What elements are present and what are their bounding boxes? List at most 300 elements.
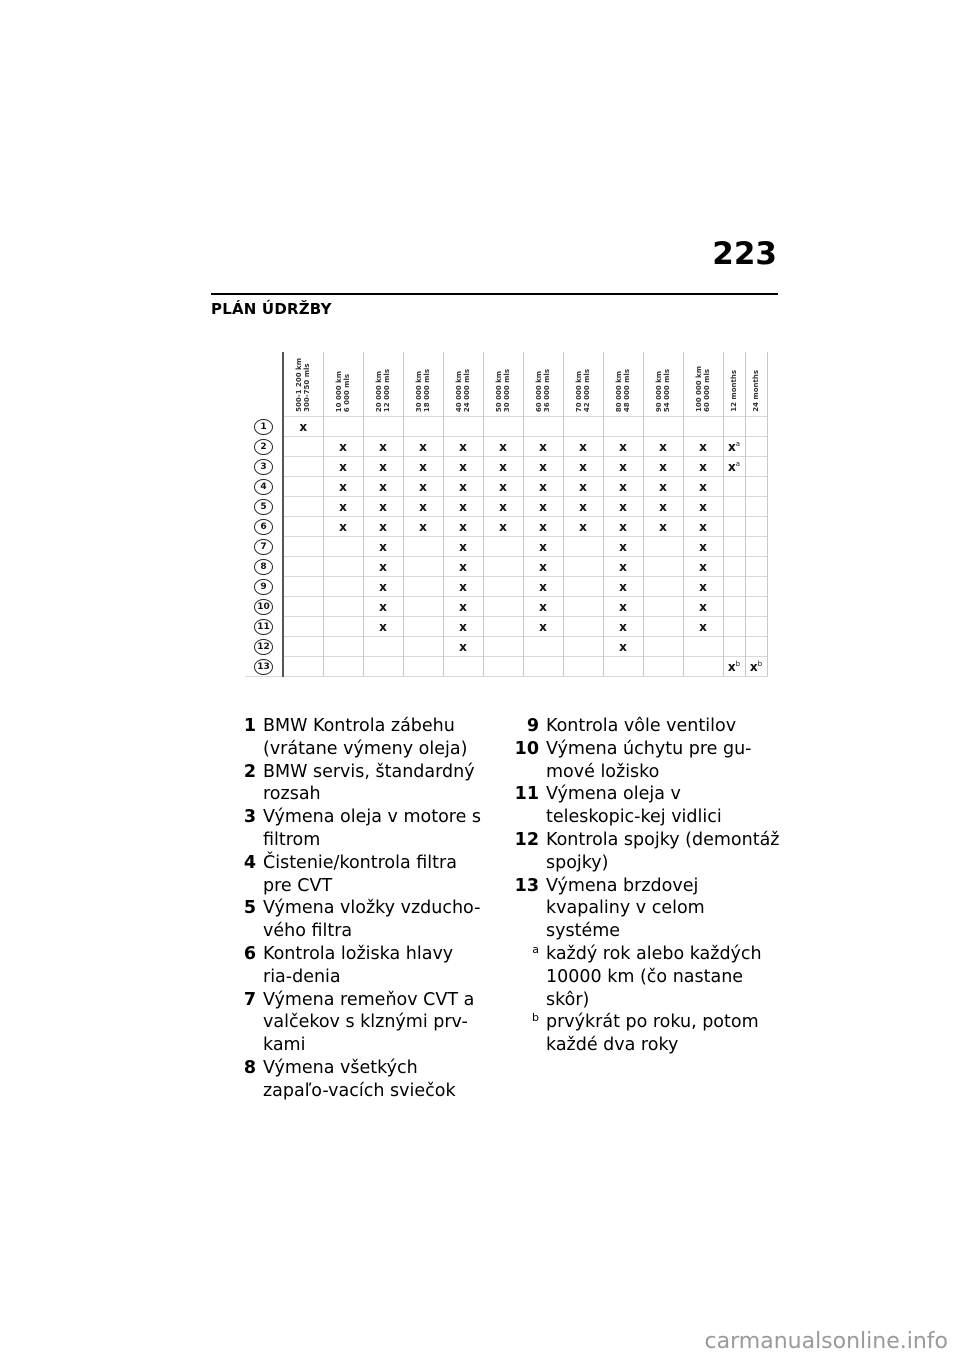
schedule-cell (745, 537, 767, 557)
schedule-mark: x (619, 479, 627, 494)
schedule-mark: x (379, 599, 387, 614)
schedule-mark: x (539, 599, 547, 614)
schedule-mark: x (539, 459, 547, 474)
schedule-cell (283, 517, 323, 537)
schedule-cell (363, 477, 403, 497)
schedule-mark: x (539, 439, 547, 454)
schedule-mark: x (459, 439, 467, 454)
schedule-cell (483, 497, 523, 517)
schedule-mark: x (659, 459, 667, 474)
schedule-cell (403, 537, 443, 557)
schedule-cell (745, 597, 767, 617)
legend-item (505, 875, 780, 943)
schedule-cell (745, 557, 767, 577)
schedule-mark: x (379, 439, 387, 454)
schedule-cell (283, 657, 323, 677)
schedule-cell (683, 457, 723, 477)
schedule-mark: x (579, 479, 587, 494)
schedule-mark: x (659, 479, 667, 494)
schedule-cell (283, 477, 323, 497)
page-number: 223 (712, 236, 777, 272)
schedule-mark: x (659, 519, 667, 534)
table-row (245, 537, 767, 557)
table-row (245, 517, 767, 537)
schedule-cell (323, 657, 363, 677)
schedule-cell (563, 457, 603, 477)
schedule-cell (723, 617, 745, 637)
legend-key: 5 (243, 898, 256, 919)
column-header (323, 352, 363, 417)
schedule-mark: x (619, 599, 627, 614)
table-row (245, 497, 767, 517)
schedule-cell (443, 557, 483, 577)
schedule-mark: x (539, 559, 547, 574)
row-number-cell (245, 457, 283, 477)
schedule-mark: x (339, 499, 347, 514)
column-header (643, 352, 683, 417)
legend-item (222, 806, 482, 852)
legend-key: 4 (243, 852, 256, 873)
row-number-cell (245, 657, 283, 677)
column-header-label: 80 000 km 48 000 mls (615, 368, 631, 412)
schedule-mark: x (619, 499, 627, 514)
schedule-cell (563, 597, 603, 617)
schedule-cell (643, 517, 683, 537)
schedule-cell (723, 457, 745, 477)
schedule-cell (403, 517, 443, 537)
schedule-mark: x (579, 499, 587, 514)
column-header-label: 10 000 km 6 000 mls (335, 370, 351, 412)
schedule-mark: $x^a$ (727, 439, 741, 454)
schedule-cell (523, 577, 563, 597)
row-number-cell (245, 477, 283, 497)
schedule-cell (643, 557, 683, 577)
schedule-cell (323, 437, 363, 457)
legend-text: Kontrola ložiska hlavy ria-denia (263, 943, 454, 987)
schedule-cell (523, 637, 563, 657)
row-number-badge: 8 (254, 559, 273, 575)
header-corner (245, 352, 283, 417)
schedule-cell (323, 477, 363, 497)
schedule-mark: x (659, 439, 667, 454)
row-number-cell (245, 517, 283, 537)
schedule-mark: x (619, 559, 627, 574)
schedule-cell (403, 417, 443, 437)
schedule-cell (483, 417, 523, 437)
table-row (245, 577, 767, 597)
legend-key: 13 (514, 875, 539, 896)
schedule-cell (403, 637, 443, 657)
schedule-mark: x (499, 459, 507, 474)
section-title: PLÁN ÚDRŽBY (211, 300, 332, 318)
schedule-cell (363, 617, 403, 637)
legend-text: Čistenie/kontrola filtra pre CVT (263, 852, 457, 896)
schedule-cell (443, 477, 483, 497)
schedule-cell (643, 637, 683, 657)
row-number-badge: 5 (254, 499, 273, 515)
schedule-mark: x (379, 539, 387, 554)
schedule-cell (683, 417, 723, 437)
schedule-cell (483, 457, 523, 477)
schedule-cell (745, 637, 767, 657)
legend-key: 6 (243, 943, 256, 964)
schedule-cell (563, 417, 603, 437)
schedule-mark: x (619, 639, 627, 654)
schedule-mark: x (419, 519, 427, 534)
schedule-cell (363, 517, 403, 537)
schedule-mark: x (379, 559, 387, 574)
column-header-label: 30 000 km 18 000 mls (415, 368, 431, 412)
schedule-cell (363, 457, 403, 477)
footnote-marker: b (757, 659, 763, 668)
schedule-cell (563, 637, 603, 657)
schedule-mark: x (659, 499, 667, 514)
schedule-cell (323, 597, 363, 617)
schedule-cell (683, 617, 723, 637)
schedule-cell (483, 517, 523, 537)
schedule-cell (563, 517, 603, 537)
schedule-cell (523, 597, 563, 617)
schedule-mark: x (619, 459, 627, 474)
schedule-cell (523, 657, 563, 677)
legend-key: 9 (526, 716, 539, 736)
schedule-cell (283, 557, 323, 577)
schedule-cell (363, 497, 403, 517)
schedule-cell (363, 597, 403, 617)
schedule-cell (563, 577, 603, 597)
column-header-label: 50 000 km 30 000 mls (495, 368, 511, 412)
schedule-mark: x (619, 619, 627, 634)
column-header-label: 100 000 km 60 000 mls (695, 365, 711, 412)
schedule-cell (403, 557, 443, 577)
column-header (283, 352, 323, 417)
row-number-cell (245, 577, 283, 597)
schedule-cell (283, 417, 323, 437)
schedule-cell (403, 657, 443, 677)
schedule-mark: x (699, 559, 707, 574)
schedule-cell (363, 417, 403, 437)
schedule-cell (603, 577, 643, 597)
legend-key: 10 (514, 738, 539, 759)
table-row (245, 437, 767, 457)
schedule-cell (523, 517, 563, 537)
schedule-cell (443, 417, 483, 437)
schedule-mark: x (339, 459, 347, 474)
table-row (245, 617, 767, 637)
schedule-cell (723, 657, 745, 677)
schedule-cell (683, 437, 723, 457)
legend-key: 8 (243, 1057, 256, 1078)
schedule-cell (643, 577, 683, 597)
schedule-cell (643, 417, 683, 437)
schedule-cell (723, 497, 745, 517)
schedule-cell (643, 597, 683, 617)
row-number-badge: 7 (254, 539, 273, 555)
schedule-mark: x (419, 459, 427, 474)
schedule-cell (443, 537, 483, 557)
legend-item (505, 829, 780, 875)
schedule-cell (323, 617, 363, 637)
row-number-badge: 11 (254, 619, 273, 635)
schedule-mark: x (699, 539, 707, 554)
row-number-cell (245, 617, 283, 637)
row-number-badge: 9 (254, 579, 273, 595)
schedule-mark: x (699, 599, 707, 614)
schedule-cell (603, 637, 643, 657)
schedule-cell (745, 497, 767, 517)
legend-text: Výmena oleja v motore s filtrom (263, 807, 482, 850)
maintenance-schedule-table (245, 352, 765, 686)
legend-left (222, 715, 482, 1103)
column-header-label: 12 months (730, 370, 738, 412)
schedule-cell (683, 537, 723, 557)
schedule-cell (483, 537, 523, 557)
column-header (403, 352, 443, 417)
schedule-mark: x (459, 519, 467, 534)
schedule-mark: x (299, 419, 308, 434)
schedule-cell (563, 477, 603, 497)
schedule-mark: x (379, 459, 387, 474)
row-number-badge: 1 (254, 419, 273, 435)
legend-item (505, 738, 780, 784)
schedule-cell (723, 517, 745, 537)
schedule-mark: x (699, 499, 707, 514)
schedule-cell (363, 437, 403, 457)
schedule-cell (643, 437, 683, 457)
footnote-marker: a (735, 459, 741, 468)
row-number-cell (245, 637, 283, 657)
schedule-cell (283, 577, 323, 597)
row-number-badge: 2 (254, 439, 273, 455)
watermark: carmanualsonline.info (704, 1329, 948, 1354)
table-row (245, 557, 767, 577)
schedule-cell (745, 577, 767, 597)
schedule-mark: x (499, 519, 507, 534)
schedule-cell (483, 437, 523, 457)
schedule-cell (443, 657, 483, 677)
legend-key: 12 (514, 829, 539, 850)
schedule-mark: x (539, 539, 547, 554)
legend-item (222, 989, 482, 1057)
schedule-mark: x (459, 639, 467, 654)
schedule-cell (403, 437, 443, 457)
schedule-cell (283, 597, 323, 617)
schedule-cell (563, 437, 603, 457)
schedule-cell (723, 417, 745, 437)
legend-text: BMW servis, štandardný rozsah (263, 761, 475, 805)
table-row (245, 637, 767, 657)
schedule-cell (323, 517, 363, 537)
header-rule (211, 293, 778, 295)
schedule-cell (523, 437, 563, 457)
schedule-cell (643, 497, 683, 517)
schedule-cell (523, 557, 563, 577)
footnote-marker: b (735, 659, 741, 668)
schedule-cell (563, 497, 603, 517)
schedule-cell (443, 577, 483, 597)
schedule-cell (323, 417, 363, 437)
row-number-cell (245, 417, 283, 437)
schedule-cell (443, 517, 483, 537)
schedule-cell (523, 497, 563, 517)
schedule-cell (323, 497, 363, 517)
legend-text: Výmena remeňov CVT a valčekov s klznými prv-kami (263, 989, 475, 1056)
schedule-cell (363, 537, 403, 557)
schedule-cell (523, 457, 563, 477)
schedule-cell (323, 557, 363, 577)
column-header (683, 352, 723, 417)
column-header (523, 352, 563, 417)
legend-item (505, 715, 780, 738)
schedule-cell (603, 517, 643, 537)
schedule-cell (723, 557, 745, 577)
schedule-cell (403, 597, 443, 617)
row-number-badge: 4 (254, 479, 273, 495)
column-header (745, 352, 767, 417)
legend-text: Výmena vložky vzducho-vého filtra (263, 898, 481, 942)
schedule-cell (643, 657, 683, 677)
schedule-cell (363, 577, 403, 597)
schedule-mark: x (459, 599, 467, 614)
schedule-cell (523, 417, 563, 437)
schedule-mark: x (339, 479, 347, 494)
schedule-cell (723, 597, 745, 617)
schedule-cell (443, 637, 483, 657)
legend-key: 11 (514, 784, 539, 805)
schedule-cell (723, 537, 745, 557)
schedule-mark: x (699, 519, 707, 534)
schedule-mark: x (699, 459, 707, 474)
table-row (245, 477, 767, 497)
schedule-cell (283, 617, 323, 637)
schedule-cell (523, 537, 563, 557)
schedule-cell (483, 477, 523, 497)
legend-key: 7 (243, 989, 256, 1010)
column-header (363, 352, 403, 417)
schedule-mark: x (379, 479, 387, 494)
schedule-cell (603, 557, 643, 577)
schedule-mark: x (579, 439, 587, 454)
schedule-cell (403, 617, 443, 637)
legend-text: Výmena brzdovej kvapaliny v celom systéme (546, 875, 705, 942)
column-header-label: 24 months (752, 370, 760, 412)
row-number-cell (245, 537, 283, 557)
schedule-cell (723, 437, 745, 457)
schedule-cell (683, 497, 723, 517)
schedule-cell (483, 597, 523, 617)
schedule-cell (683, 577, 723, 597)
schedule-cell (683, 557, 723, 577)
legend-item (505, 943, 780, 1011)
schedule-cell (643, 617, 683, 637)
schedule-mark: x (539, 619, 547, 634)
schedule-mark: x (379, 519, 387, 534)
schedule-cell (723, 637, 745, 657)
table-row (245, 417, 767, 437)
column-header (603, 352, 643, 417)
schedule-mark: x (699, 579, 707, 594)
schedule-cell (443, 437, 483, 457)
schedule-cell (745, 457, 767, 477)
schedule-cell (563, 537, 603, 557)
schedule-cell (603, 617, 643, 637)
schedule-mark: x (339, 519, 347, 534)
table-row (245, 597, 767, 617)
schedule-cell (323, 457, 363, 477)
schedule-mark: $x^b$ (727, 659, 741, 674)
legend-item (222, 1057, 482, 1103)
schedule-mark: x (699, 439, 707, 454)
schedule-cell (443, 457, 483, 477)
schedule-mark: x (459, 619, 467, 634)
header-row (245, 352, 767, 417)
schedule-cell (403, 577, 443, 597)
schedule-cell (683, 597, 723, 617)
legend-key: b (532, 1011, 539, 1025)
schedule-cell (745, 517, 767, 537)
schedule-mark: x (459, 499, 467, 514)
schedule-cell (643, 457, 683, 477)
row-number-badge: 12 (254, 639, 273, 655)
schedule-cell (563, 617, 603, 637)
legend-key: 1 (243, 716, 256, 736)
schedule-mark: x (579, 519, 587, 534)
schedule-mark: x (539, 499, 547, 514)
schedule-cell (523, 477, 563, 497)
schedule-cell (443, 597, 483, 617)
schedule-cell (403, 477, 443, 497)
schedule-cell (603, 437, 643, 457)
legend-item (222, 761, 482, 807)
column-header-label: 20 000 km 12 000 mls (375, 368, 391, 412)
schedule-cell (683, 637, 723, 657)
legend-text: každý rok alebo každých 10000 km (čo nastane skôr) (546, 943, 762, 1010)
schedule-cell (745, 657, 767, 677)
schedule-cell (745, 437, 767, 457)
legend-text: prvýkrát po roku, potom každé dva roky (546, 1012, 759, 1056)
schedule-cell (483, 557, 523, 577)
legend-text: Výmena všetkých zapaľo-vacích sviečok (263, 1057, 456, 1101)
schedule-mark: x (459, 479, 467, 494)
schedule-mark: x (539, 519, 547, 534)
schedule-mark: x (499, 479, 507, 494)
column-header-label: 70 000 km 42 000 mls (575, 368, 591, 412)
schedule-cell (643, 537, 683, 557)
schedule-mark: x (619, 579, 627, 594)
schedule-mark: x (539, 479, 547, 494)
schedule-cell (483, 617, 523, 637)
legend-item (222, 715, 482, 761)
row-number-badge: 3 (254, 459, 273, 475)
legend-item (222, 897, 482, 943)
footnote-marker: a (735, 439, 741, 448)
schedule-cell (723, 477, 745, 497)
schedule-mark: x (379, 619, 387, 634)
schedule-mark: x (459, 459, 467, 474)
schedule-mark: x (419, 479, 427, 494)
schedule-cell (403, 497, 443, 517)
schedule-cell (723, 577, 745, 597)
schedule-cell (683, 657, 723, 677)
schedule-mark: $x^a$ (727, 459, 741, 474)
schedule-grid (245, 352, 768, 677)
row-number-badge: 6 (254, 519, 273, 535)
row-number-cell (245, 497, 283, 517)
schedule-cell (603, 657, 643, 677)
schedule-mark: x (379, 579, 387, 594)
schedule-cell (603, 497, 643, 517)
schedule-cell (323, 577, 363, 597)
